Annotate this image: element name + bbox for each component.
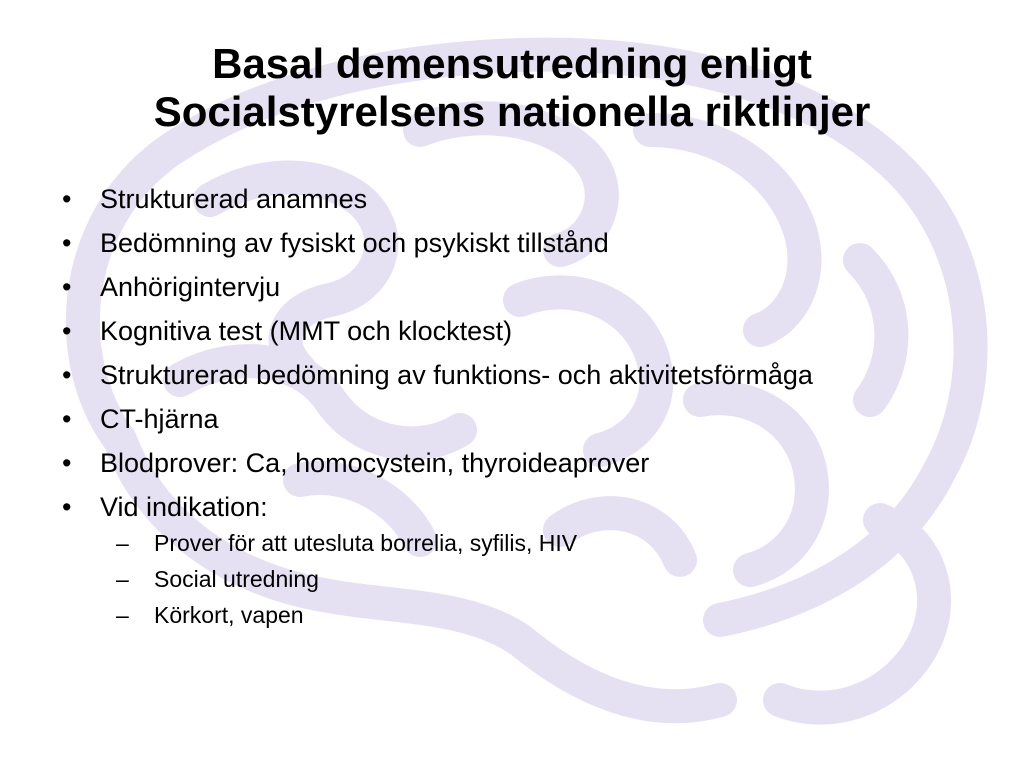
bullet-marker: • xyxy=(62,272,72,302)
sub-list-item-text: Körkort, vapen xyxy=(154,602,304,628)
bullet-marker: • xyxy=(62,448,72,478)
list-item-text: CT-hjärna xyxy=(100,404,219,434)
bullet-marker: • xyxy=(62,184,72,214)
list-item xyxy=(62,359,962,392)
bullet-marker: • xyxy=(62,404,72,434)
bullet-marker: • xyxy=(62,360,72,390)
sub-bullet-list xyxy=(100,528,962,630)
sub-list-item xyxy=(108,564,962,594)
bullet-marker: • xyxy=(62,228,72,258)
bullet-marker: • xyxy=(62,316,72,346)
list-item-text: Blodprover: Ca, homocystein, thyroideaprover xyxy=(100,448,650,478)
list-item-text: Bedömning av fysiskt och psykiskt tillstånd xyxy=(100,228,609,258)
slide-title xyxy=(40,40,984,136)
sub-list-item xyxy=(108,600,962,630)
title-line-1: Basal demensutredning enligt xyxy=(212,40,812,87)
list-item-text: Strukturerad bedömning av funktions- och aktivitetsförmåga xyxy=(100,360,813,390)
list-item-text: Kognitiva test (MMT och klocktest) xyxy=(100,316,513,346)
bullet-list xyxy=(62,183,962,641)
sub-list-item-text: Social utredning xyxy=(154,566,319,592)
list-item-text: Anhörigintervju xyxy=(100,272,281,302)
dash-marker: – xyxy=(116,566,129,592)
list-item xyxy=(62,315,962,348)
list-item xyxy=(62,491,962,630)
list-item xyxy=(62,403,962,436)
title-line-2: Socialstyrelsens nationella riktlinjer xyxy=(153,88,871,135)
list-item xyxy=(62,271,962,304)
sub-list-item xyxy=(108,528,962,558)
dash-marker: – xyxy=(116,602,129,628)
bullet-marker: • xyxy=(62,492,72,522)
list-item xyxy=(62,227,962,260)
list-item xyxy=(62,447,962,480)
list-item-text: Strukturerad anamnes xyxy=(100,184,368,214)
list-item-text: Vid indikation: xyxy=(100,492,268,522)
dash-marker: – xyxy=(116,530,129,556)
sub-list-item-text: Prover för att utesluta borrelia, syfilis, HIV xyxy=(154,530,578,556)
list-item xyxy=(62,183,962,216)
